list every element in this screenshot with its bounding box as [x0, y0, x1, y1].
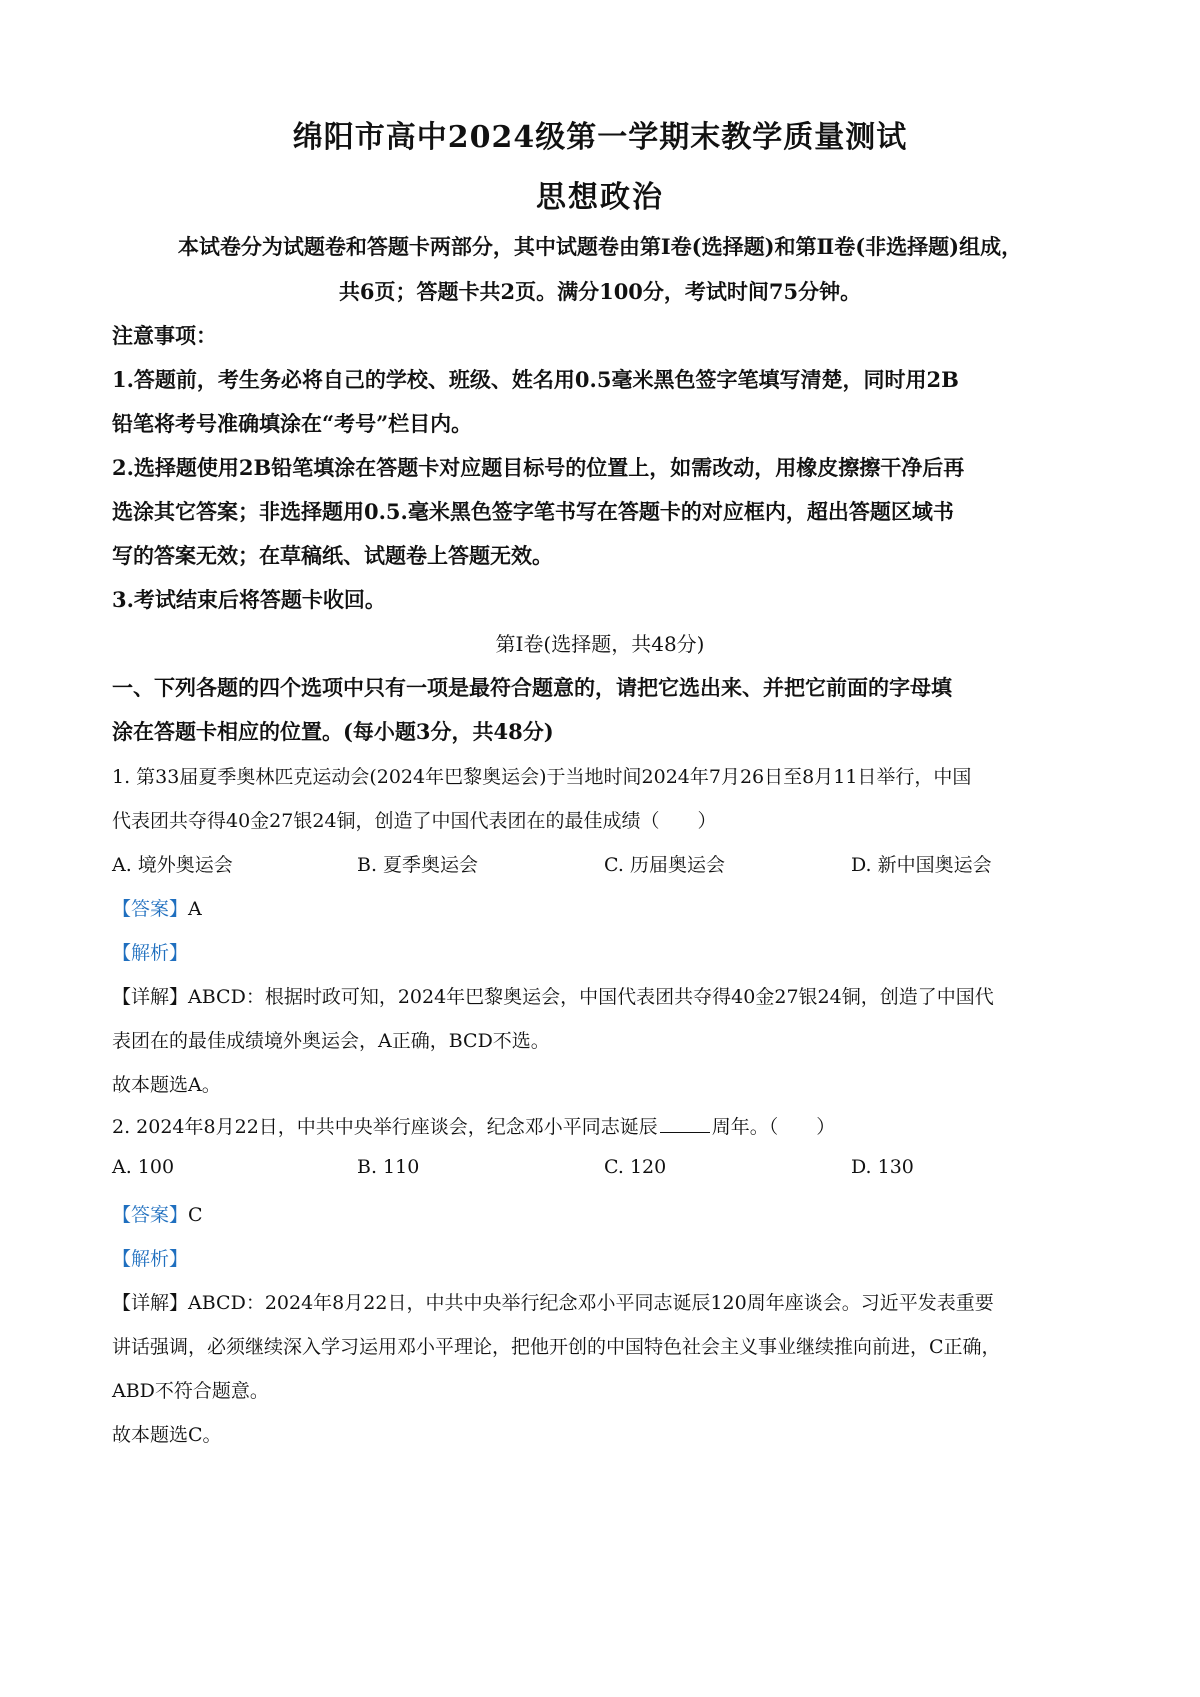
q2-analysis-tag: 【解析】 — [112, 1248, 189, 1270]
q2-answer: C — [188, 1204, 203, 1226]
q2-detail-tag: 【详解】 — [112, 1292, 189, 1314]
q1-detail-text-1: ABCD：根据时政可知，2024年巴黎奥运会，中国代表团共夺得40金27银24铜，创造了中国代 — [188, 986, 994, 1008]
q1-option-c: C. 历届奥运会 — [604, 854, 725, 876]
intro-line-2: 共6页；答题卡共2页。满分100分，考试时间75分钟。 — [338, 279, 862, 304]
notice-item-2-line-3: 写的答案无效；在草稿纸、试题卷上答题无效。 — [112, 543, 553, 568]
q1-option-b: B. 夏季奥运会 — [357, 854, 479, 876]
q1-option-a: A. 境外奥运会 — [112, 854, 233, 876]
q1-stem-line-1: 1. 第33届夏季奥林匹克运动会(2024年巴黎奥运会)于当地时间2024年7月26日至8月11日举行，中国 — [112, 766, 972, 788]
q2-option-b: B. 110 — [357, 1156, 420, 1178]
notice-item-1-line-2: 铅笔将考号准确填涂在“考号”栏目内。 — [112, 411, 473, 436]
q2-answer-tag: 【答案】 — [112, 1204, 189, 1226]
q1-analysis-row — [112, 938, 1088, 965]
q2-conclusion: 故本题选C。 — [112, 1424, 222, 1446]
section-1-instruction-line-1: 一、下列各题的四个选项中只有一项是最符合题意的，请把它选出来、并把它前面的字母填 — [112, 675, 952, 700]
q2-analysis-row — [112, 1244, 1088, 1271]
q1-answer-row — [112, 894, 1088, 921]
notice-item-3: 3.考试结束后将答题卡收回。 — [112, 587, 386, 612]
q2-stem — [112, 1112, 1088, 1139]
q1-conclusion: 故本题选A。 — [112, 1074, 221, 1096]
q1-option-d: D. 新中国奥运会 — [851, 854, 992, 876]
notice-heading: 注意事项： — [112, 323, 217, 348]
q2-fill-blank — [660, 1112, 710, 1133]
q2-detail-line-1 — [112, 1288, 1088, 1315]
section-1-title: 第Ⅰ卷(选择题，共48分) — [495, 632, 705, 656]
q1-detail-line-1 — [112, 982, 1088, 1009]
q1-stem-line-2: 代表团共夺得40金27银24铜，创造了中国代表团在的最佳成绩（ ） — [112, 810, 717, 832]
q2-stem-part-1: 2. 2024年8月22日，中共中央举行座谈会，纪念邓小平同志诞辰 — [112, 1116, 658, 1138]
q2-detail-line-2: 讲话强调，必须继续深入学习运用邓小平理论，把他开创的中国特色社会主义事业继续推向前进，C正确， — [112, 1336, 1001, 1358]
q2-option-c: C. 120 — [604, 1156, 667, 1178]
q2-stem-part-2: 周年。（ ） — [711, 1116, 836, 1138]
q1-detail-line-2: 表团在的最佳成绩境外奥运会，A正确，BCD不选。 — [112, 1030, 550, 1052]
q1-analysis-tag: 【解析】 — [112, 942, 189, 964]
q2-detail-line-3: ABD不符合题意。 — [112, 1380, 269, 1402]
notice-item-2-line-2: 选涂其它答案；非选择题用0.5.毫米黑色签字笔书写在答题卡的对应框内，超出答题区域书 — [112, 499, 954, 524]
q2-detail-text-1: ABCD：2024年8月22日，中共中央举行纪念邓小平同志诞辰120周年座谈会。习近平发表重要 — [188, 1292, 994, 1314]
q1-detail-tag: 【详解】 — [112, 986, 189, 1008]
q1-answer-tag: 【答案】 — [112, 898, 189, 920]
intro-line-1: 本试卷分为试题卷和答题卡两部分，其中试题卷由第Ⅰ卷(选择题)和第Ⅱ卷(非选择题)组成， — [177, 234, 1023, 259]
notice-item-2-line-1: 2.选择题使用2B铅笔填涂在答题卡对应题目标号的位置上，如需改动，用橡皮擦擦干净后再 — [112, 455, 965, 480]
q2-option-d: D. 130 — [851, 1156, 914, 1178]
q2-answer-row — [112, 1200, 1088, 1227]
notice-item-1-line-1: 1.答题前，考生务必将自己的学校、班级、姓名用0.5毫米黑色签字笔填写清楚，同时用2B — [112, 367, 959, 392]
section-1-instruction-line-2: 涂在答题卡相应的位置。(每小题3分，共48分) — [112, 719, 554, 744]
q1-answer: A — [188, 898, 202, 920]
exam-subject: 思想政治 — [536, 180, 664, 215]
exam-title: 绵阳市高中2024级第一学期末教学质量测试 — [292, 120, 908, 155]
q2-option-a: A. 100 — [112, 1156, 175, 1178]
